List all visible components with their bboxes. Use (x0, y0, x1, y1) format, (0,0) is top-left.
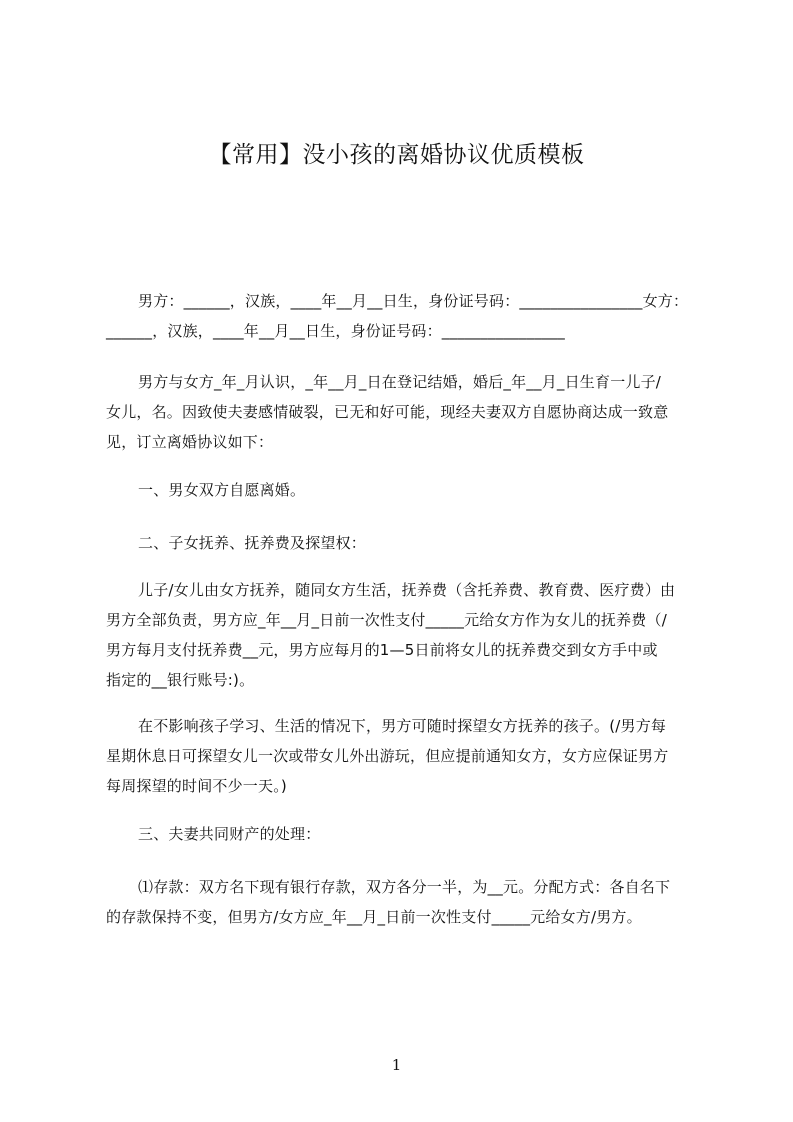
page-title: 【常用】没小孩的离婚协议优质模板 (208, 142, 585, 168)
text-line: 见，订立离婚协议如下： (106, 433, 274, 451)
text-line: 男方：______，汉族，____年__月__日生，身份证号码：________________女方： (138, 292, 689, 310)
text-line: 的存款保持不变，但男方/女方应_年__月_日前一次性支付_____元给女方/男方。 (106, 908, 642, 926)
paragraph-visitation (106, 711, 708, 801)
text-line: 在不影响孩子学习、生活的情况下，男方可随时探望女方抚养的孩子。(/男方每 (138, 717, 667, 735)
text-line: 三、夫妻共同财产的处理： (138, 825, 321, 843)
section-heading-divorce (106, 475, 708, 505)
text-line: 儿子/女儿由女方抚养，随同女方生活，抚养费（含托养费、教育费、医疗费）由 (138, 581, 676, 599)
paragraph-parties (106, 286, 708, 346)
section-heading-custody (106, 528, 708, 558)
text-line: 男方每月支付抚养费__元，男方应每月的1—5日前将女儿的抚养费交到女方手中或 (106, 641, 658, 659)
text-line: ⑴存款：双方名下现有银行存款，双方各分一半，为__元。分配方式：各自名下 (138, 878, 671, 896)
text-line: 男方全部负责，男方应_年__月_日前一次性支付_____元给女方作为女儿的抚养费（/ (106, 611, 667, 629)
section-heading-property (106, 819, 708, 849)
text-line: 每周探望的时间不少一天。) (106, 777, 287, 795)
paragraph-background (106, 367, 708, 457)
text-line: 女儿，名。因致使夫妻感情破裂，已无和好可能，现经夫妻双方自愿协商达成一致意 (106, 403, 669, 421)
text-line: 星期休息日可探望女儿一次或带女儿外出游玩，但应提前通知女方，女方应保证男方 (106, 747, 669, 765)
text-line: 男方与女方_年_月认识，_年__月_日在登记结婚，婚后_年__月_日生育一儿子/ (138, 373, 662, 391)
paragraph-custody-support (106, 575, 708, 695)
text-line: 一、男女双方自愿离婚。 (138, 481, 306, 499)
paragraph-deposits (106, 872, 708, 932)
page-number: 1 (391, 1056, 402, 1074)
text-line: ______，汉族，____年__月__日生，身份证号码：________________ (106, 322, 566, 340)
text-line: 二、子女抚养、抚养费及探望权： (138, 534, 367, 552)
text-line: 指定的__银行账号:)。 (106, 671, 255, 689)
